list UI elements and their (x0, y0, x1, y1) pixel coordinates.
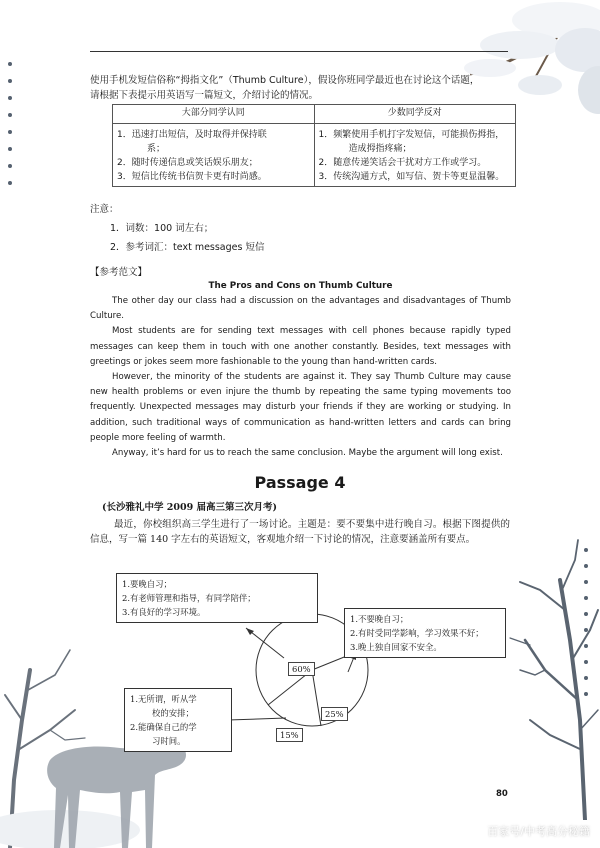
table-header-minority: 少数同学反对 (314, 105, 516, 124)
minority-points-cell (314, 124, 516, 187)
essay-paragraph: Anyway, it’s hard for us to reach the same conclusion. Maybe the argument will long exist. (112, 448, 503, 459)
note-item: 2．参考词汇：text messages 短信 (110, 242, 265, 253)
essay-title: The Pros and Cons on Thumb Culture (208, 281, 393, 291)
notes-label: 注意： (90, 204, 119, 215)
box-for-evening-study (116, 573, 318, 623)
essay-paragraph: The other day our class had a discussion on the advantages and disadvantages of Thumb Culture. (90, 296, 511, 322)
arrow-line (228, 718, 286, 720)
header-rule (90, 51, 508, 52)
table-point-line: 3．短信比传统书信贺卡更有时尚感。 (117, 172, 267, 182)
notes (90, 202, 510, 259)
passage-title: Passage 4 (254, 473, 346, 492)
note-item: 1．词数：100 词左右； (110, 223, 214, 234)
table-point-line: 1．迅速打出短信，及时取得并保持联 (117, 130, 267, 140)
box-line: 1.不要晚自习； (350, 614, 409, 624)
box-line: 1.要晚自习； (122, 579, 172, 589)
reference-heading: 【参考范文】 (90, 267, 148, 278)
task-body: 最近，你校组织高三学生进行了一场讨论。主题是：要不要集中进行晚自习。根据下图提供的信息，写一篇 140 字左右的英语短文，客观地介绍一下讨论的情况，注意要涵盖所有要点。 (90, 519, 510, 545)
box-indifferent (124, 688, 232, 752)
box-against-evening-study (344, 608, 506, 658)
box-line: 2.能确保自己的学 (130, 722, 197, 732)
dots-decoration-left (6, 62, 16, 198)
box-line: 校的安排； (152, 708, 194, 718)
majority-points-cell (113, 124, 315, 187)
box-line: 习时间。 (152, 736, 186, 746)
table-point-line: 系； (147, 144, 166, 154)
writing-prompt (90, 73, 510, 103)
table-point-line: 2．随时传递信息或笑话娱乐朋友； (117, 158, 258, 168)
pie-label-indifferent: 15% (276, 728, 303, 742)
table-point-line: 1．频繁使用手机打字发短信，可能损伤拇指， (318, 130, 505, 140)
watermark: 百家号/中考高分秘籍 (487, 825, 590, 838)
table-header-majority: 大部分同学认同 (113, 105, 315, 124)
essay-paragraph: However, the minority of the students are against it. They say Thumb Culture may cause new health problems or even injure the thumb by repeating the same typing movements too frequently. Unexpected messages may disturb your friends if they are working or studying. In addition, such traditional ways of communication as hand-written letters and cards can bring people more feeling of warmth. (90, 372, 511, 443)
box-line: 3.晚上独自回家不安全。 (350, 642, 442, 652)
model-essay (90, 279, 511, 461)
table-point-line: 2．随意传递笑话会干扰对方工作或学习。 (318, 158, 487, 168)
box-line: 2.有老师管理和指导，有同学陪伴； (122, 593, 256, 603)
prompt-line-2: 请根据下表提示用英语写一篇短文，介绍讨论的情况。 (90, 90, 319, 101)
prompt-line-1: 使用手机发短信俗称“拇指文化”（Thumb Culture），假设你班同学最近也在讨论这个话题， (90, 75, 480, 86)
box-line: 1.无所谓，听从学 (130, 694, 197, 704)
table-point-line: 造成拇指疼痛； (348, 144, 412, 154)
essay-paragraph: Most students are for sending text messages with cell phones because rapidly typed messages can keep them in touch with one another constantly. Besides, text messages with greetings or jokes seem more fashionable to the young than hand-written cards. (90, 326, 511, 367)
pie-divider (312, 670, 321, 726)
task-source: (长沙雅礼中学 2009 届高三第三次月考) (102, 502, 278, 513)
box-line: 3.有良好的学习环境。 (122, 607, 206, 617)
table-point-line: 3．传统沟通方式，如写信、贺卡等更显温馨。 (318, 172, 505, 182)
pie-label-no: 25% (321, 707, 348, 721)
discussion-diagram (116, 570, 516, 765)
pie-label-yes: 60% (288, 662, 315, 676)
page-number: 80 (496, 789, 508, 799)
box-line: 2.有时受同学影响，学习效果不好； (350, 628, 484, 638)
opinion-table (112, 104, 516, 187)
task-description (90, 500, 510, 547)
